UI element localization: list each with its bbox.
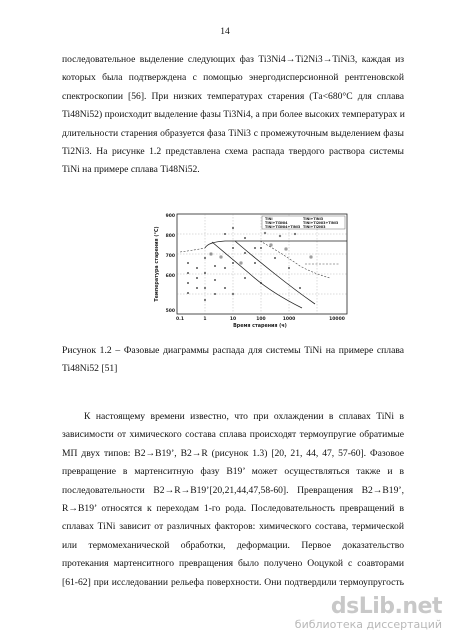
data-point [232,227,234,229]
data-point [196,277,198,279]
x-tick-label: 10000 [329,317,345,322]
legend-entry: TiNi+Ti2Ni3+TiNi3 [303,221,339,225]
text-line: последовательности B2→R→B19’[20,21,44,47,58-60]. Превращения B2→B19’, [62,484,404,496]
legend-entry: TiNi+TiNi3 [303,217,324,221]
data-point [224,267,226,269]
text-line: последовательное выделение следующих фаз Ti3Ni4→Ti2Ni3→TiNi3, каждая из [62,54,404,65]
solvus-line [205,241,347,248]
figure-caption [62,342,404,379]
x-axis-label: Время старения (ч) [233,324,287,328]
data-point [224,233,226,235]
data-point [244,237,246,239]
boundary-curve [212,242,302,308]
text-line: спектроскопии [56]. При низких температурах старения (Tа<680°C для сплава [62,90,404,102]
data-point-open [264,232,266,234]
text-line: МП двух типов: B2→B19’, B2→R (рисунок 1.3) [20, 21, 44, 47, 57-60]. Фазовое [62,447,404,459]
data-point [204,257,206,259]
y-tick-label: 700 [165,254,175,259]
data-point [224,287,226,289]
phase-diagram-figure [150,208,350,328]
data-point [196,287,198,289]
text-line: зависимости от химического состава сплава происходят термоупругие обратимые [62,429,404,441]
data-point [214,265,216,267]
text-line: R→B19’ относятся к переходам 1-го рода. Последовательность превращений в [62,503,404,515]
data-point-square [270,244,272,246]
x-tick-label: 10 [229,317,237,322]
data-point [214,293,216,295]
data-point [214,279,216,281]
text-line: протекания мартенситного превращения было получено Ооцукой с соавторами [62,558,404,570]
page-number: 14 [220,27,230,37]
data-point [196,267,198,269]
data-point [187,262,189,264]
x-tick-label: 1000 [282,317,296,322]
data-point [187,272,189,274]
text-line: К настоящему времени известно, что при охлаждении в сплавах TiNi в [84,411,404,422]
data-point [204,287,206,289]
data-point-square [240,262,242,264]
data-point [232,293,234,295]
legend-entry: TiNi+Ti3Ni4+TiNi3 [265,225,301,229]
y-tick-label: 500 [165,309,175,314]
data-point [204,299,206,301]
data-point-square [285,248,287,250]
data-point [274,257,276,259]
data-point [187,282,189,284]
paragraph-2 [62,408,404,592]
text-line: длительности старения образуется фаза TiNi3 с промежуточным выделением фазы [62,127,404,139]
text-line: Ti48Ni52) происходит выделение фазы Ti3Ni4, а при более высоких температурах и [62,109,405,121]
text-line: или термомеханической обработки, деформации. Первое доказательство [62,539,404,551]
data-point-square [310,256,312,258]
text-line: которых была подтверждена с помощью энергодисперсионной рентгеновской [62,72,404,84]
x-tick-label: 0.1 [176,317,184,322]
watermark-logo: dsLib.net [330,594,442,619]
data-point [232,262,234,264]
legend-entry: TiNi [265,217,273,221]
data-point [254,262,256,264]
x-tick-label: 1 [203,317,207,322]
watermark-subtitle: библиотека диссертаций [294,618,442,631]
text-line: Ti2Ni3. На рисунке 1.2 представлена схема распада твердого раствора системы [62,146,404,158]
data-point [232,247,234,249]
text-line: [61-62] при исследовании рельефа поверхности. Они подтвердили термоупругость [62,576,404,588]
legend-entry: TiNi+Ti3Ni4 [265,221,288,225]
data-point [204,272,206,274]
data-point [244,277,246,279]
y-axis-label: Температура старения (°C) [155,226,160,302]
data-point [244,252,246,254]
data-point [254,247,256,249]
data-point [187,292,189,294]
text-line: сплавах TiNi зависит от различных факторов: химического состава, термической [62,521,404,533]
legend-entry: TiNi+Ti2Ni3 [303,225,326,229]
watermark [295,596,442,631]
data-point [260,247,262,249]
data-point [288,267,290,269]
caption-line: Ti48Ni52 [51] [62,363,118,375]
data-point [260,282,262,284]
y-tick-label: 600 [165,274,175,279]
text-line: TiNi на примере сплава Ti48Ni52. [62,164,200,176]
caption-line: Рисунок 1.2 – Фазовые диаграммы распада для системы TiNi на примере сплава [62,345,404,356]
y-tick-label: 800 [165,234,175,239]
paragraph-1 [62,51,404,180]
text-line: превращение в мартенситную фазу B19’ может осуществляться также и в [62,466,404,478]
y-tick-label: 900 [165,214,175,219]
boundary-curve-dashed [260,241,330,278]
data-point-square [220,256,222,258]
boundary-curve-dashed [180,248,205,252]
data-point-open [279,235,281,237]
x-tick-label: 100 [256,317,266,322]
boundary-curve [235,241,315,304]
data-point [299,287,301,289]
